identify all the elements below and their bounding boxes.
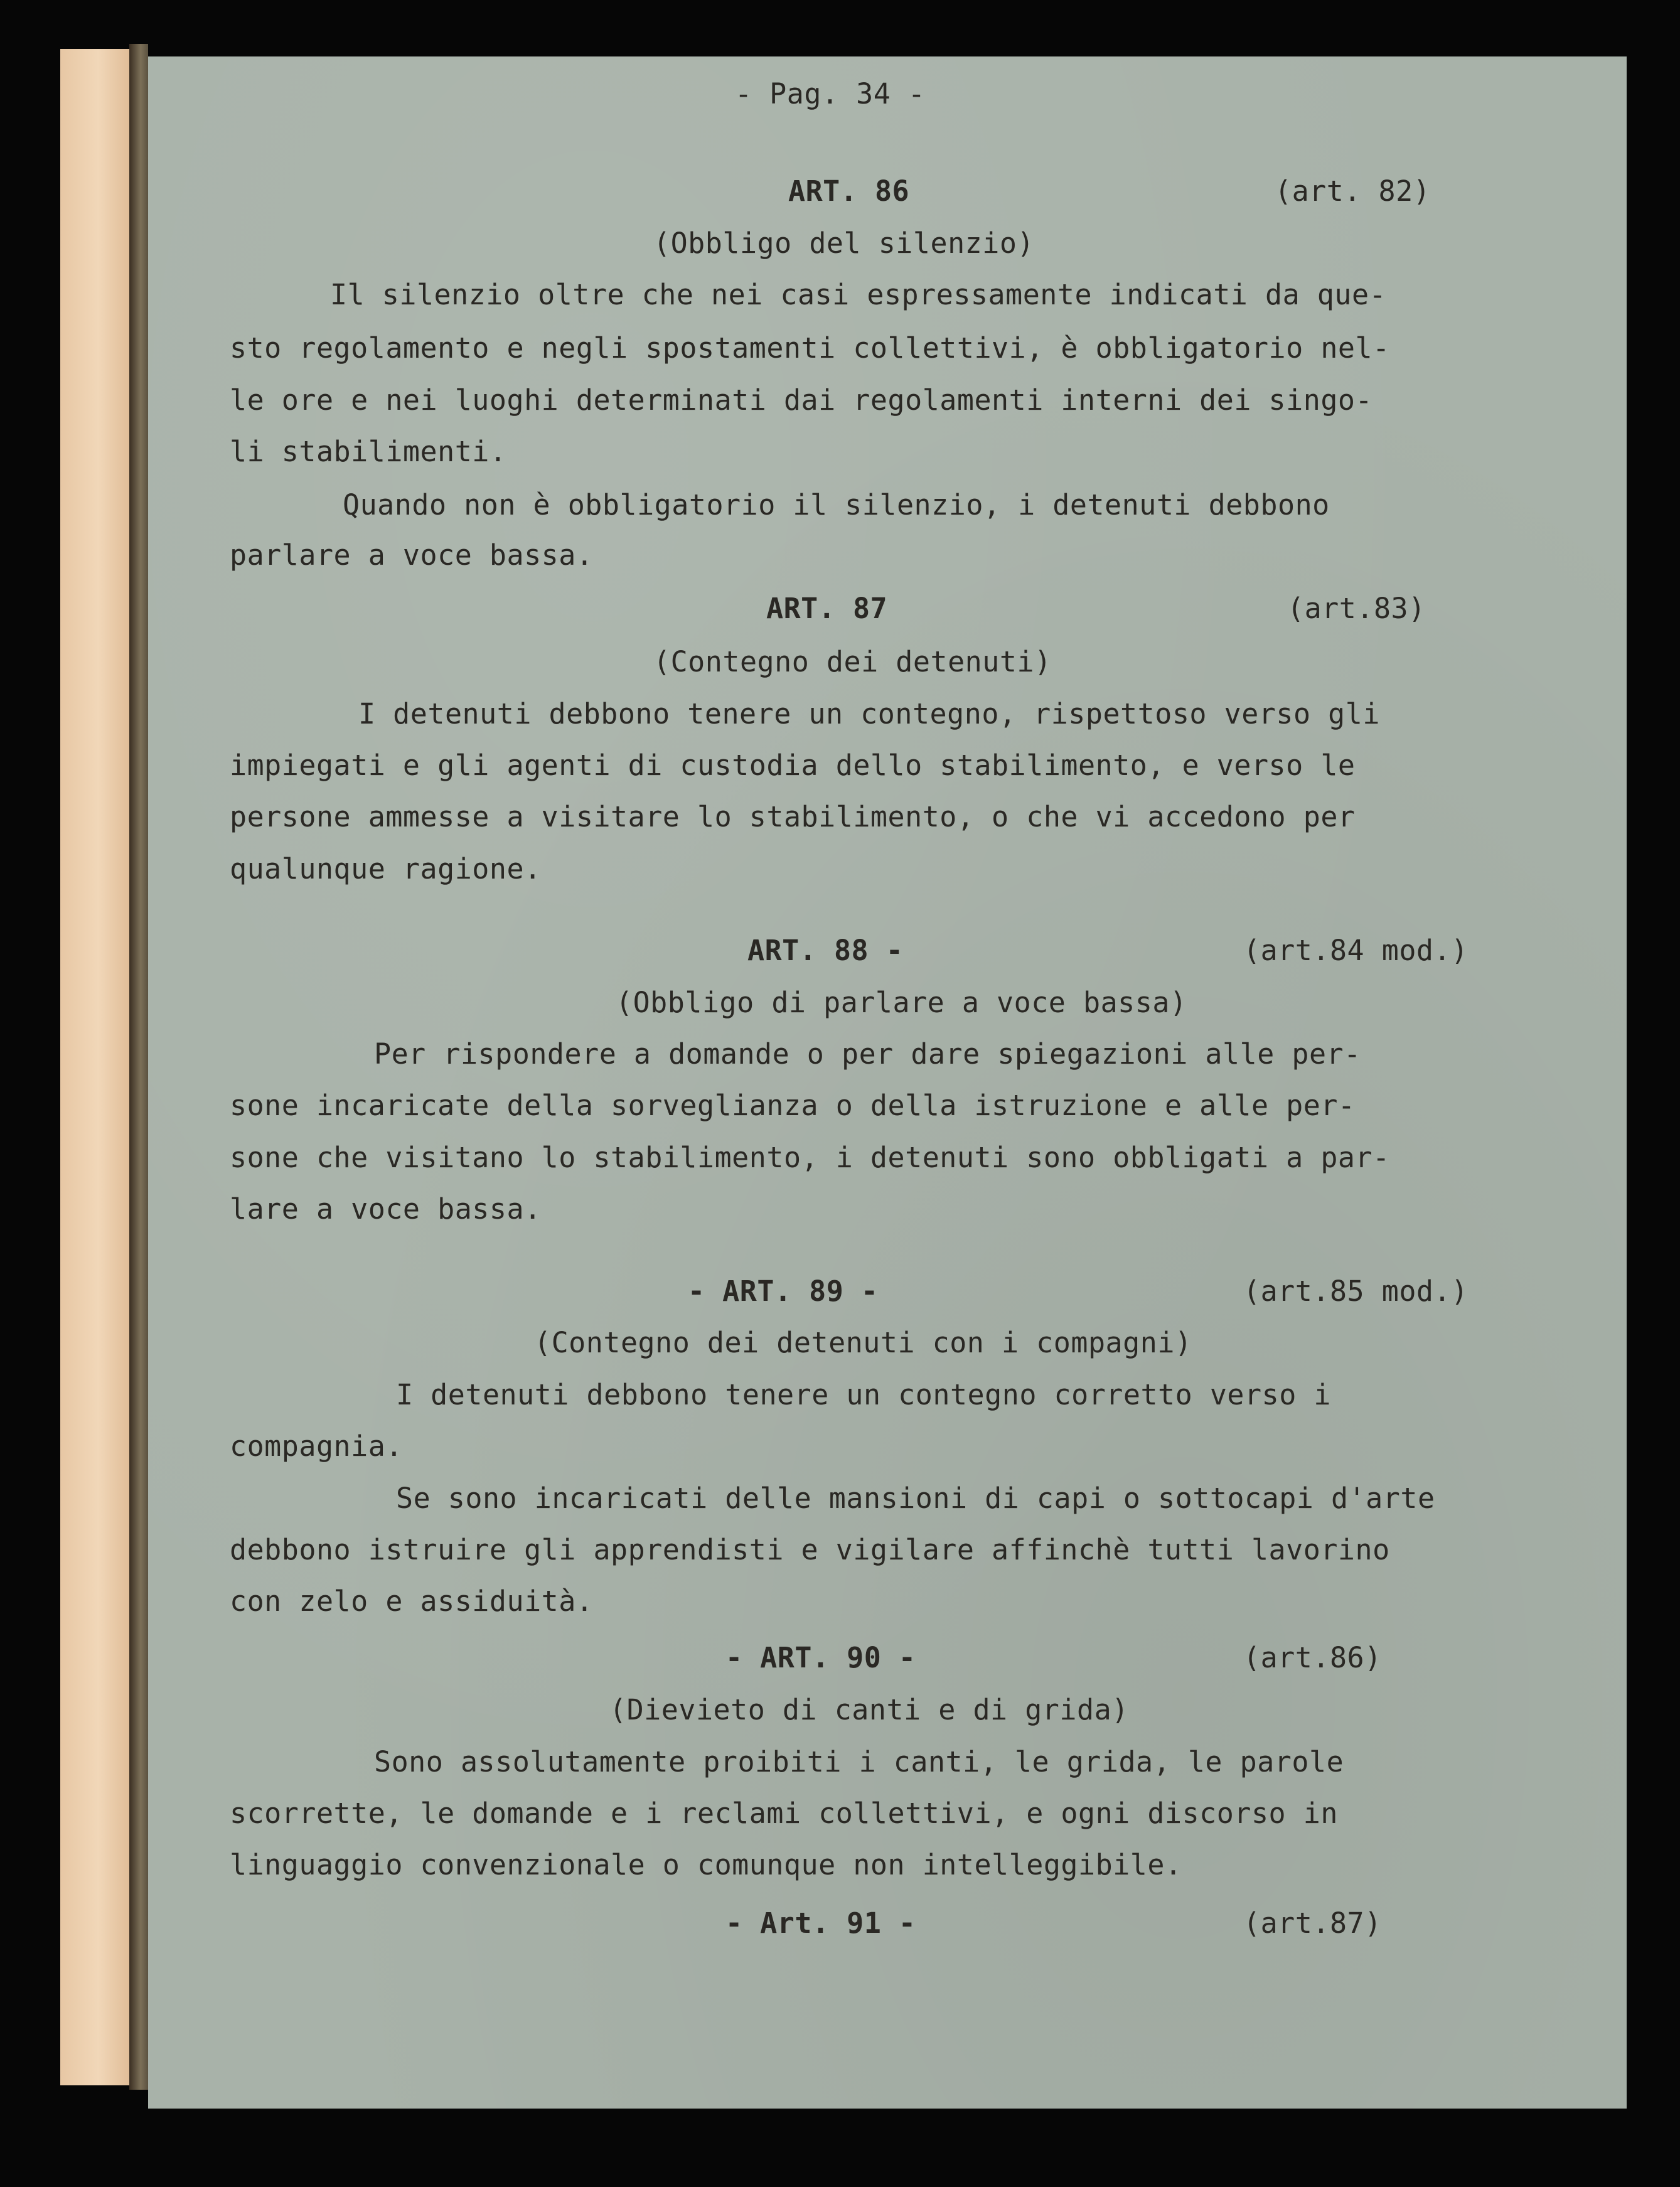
article-86-line: le ore e nei luoghi determinati dai regolamenti interni dei singo- [230, 383, 1373, 417]
article-90-title: (Dievieto di canti e di grida) [609, 1693, 1129, 1726]
article-89-reference: (art.85 mod.) [1243, 1275, 1469, 1308]
article-88-reference: (art.84 mod.) [1243, 934, 1469, 967]
article-87-title: (Contegno dei detenuti) [653, 645, 1052, 678]
article-87-line: I detenuti debbono tenere un contegno, rispettoso verso gli [358, 697, 1380, 730]
document-page [148, 56, 1627, 2109]
article-86-line: Il silenzio oltre che nei casi espressamente indicati da que- [330, 278, 1387, 311]
article-86-line: Quando non è obbligatorio il silenzio, i detenuti debbono [343, 488, 1330, 521]
article-87-reference: (art.83) [1287, 592, 1426, 625]
article-91-heading: - Art. 91 - [725, 1906, 916, 1940]
article-86-reference: (art. 82) [1275, 174, 1431, 208]
article-86-title: (Obbligo del silenzio) [653, 227, 1035, 260]
article-89-line: debbono istruire gli apprendisti e vigilare affinchè tutti lavorino [230, 1533, 1390, 1566]
article-90-reference: (art.86) [1243, 1641, 1382, 1674]
article-89-line: con zelo e assiduità. [230, 1585, 594, 1618]
article-88-line: Per rispondere a domande o per dare spiegazioni alle per- [374, 1037, 1361, 1071]
article-88-line: sone che visitano lo stabilimento, i detenuti sono obbligati a par- [230, 1141, 1390, 1174]
article-89-line: I detenuti debbono tenere un contegno corretto verso i [396, 1378, 1331, 1411]
article-90-heading: - ART. 90 - [725, 1641, 916, 1674]
article-87-heading: ART. 87 [766, 592, 888, 625]
article-87-line: persone ammesse a visitare lo stabilimento, o che vi accedono per [230, 800, 1356, 833]
article-87-line: impiegati e gli agenti di custodia dello stabilimento, e verso le [230, 749, 1356, 782]
article-89-line: Se sono incaricati delle mansioni di capi o sottocapi d'arte [396, 1482, 1435, 1515]
article-89-heading: - ART. 89 - [688, 1275, 879, 1308]
article-86-line: li stabilimenti. [230, 435, 507, 468]
article-86-line: parlare a voce bassa. [230, 538, 594, 572]
article-86-heading: ART. 86 [788, 174, 910, 208]
article-89-line: compagnia. [230, 1430, 403, 1463]
article-88-line: lare a voce bassa. [230, 1192, 542, 1226]
article-89-title: (Contegno dei detenuti con i compagni) [534, 1326, 1192, 1359]
article-90-line: linguaggio convenzionale o comunque non intelleggibile. [230, 1848, 1182, 1881]
article-87-line: qualunque ragione. [230, 852, 542, 885]
article-86-line: sto regolamento e negli spostamenti collettivi, è obbligatorio nel- [230, 331, 1390, 365]
article-91-reference: (art.87) [1243, 1906, 1382, 1940]
article-88-line: sone incaricate della sorveglianza o della istruzione e alle per- [230, 1089, 1356, 1122]
article-90-line: scorrette, le domande e i reclami collettivi, e ogni discorso in [230, 1797, 1338, 1830]
binding-shadow [129, 44, 148, 2090]
article-88-heading: ART. 88 - [747, 934, 904, 967]
article-88-title: (Obbligo di parlare a voce bassa) [616, 986, 1187, 1019]
article-90-line: Sono assolutamente proibiti i canti, le grida, le parole [374, 1745, 1344, 1778]
binding-edge [60, 49, 129, 2085]
page-number: - Pag. 34 - [735, 77, 926, 110]
